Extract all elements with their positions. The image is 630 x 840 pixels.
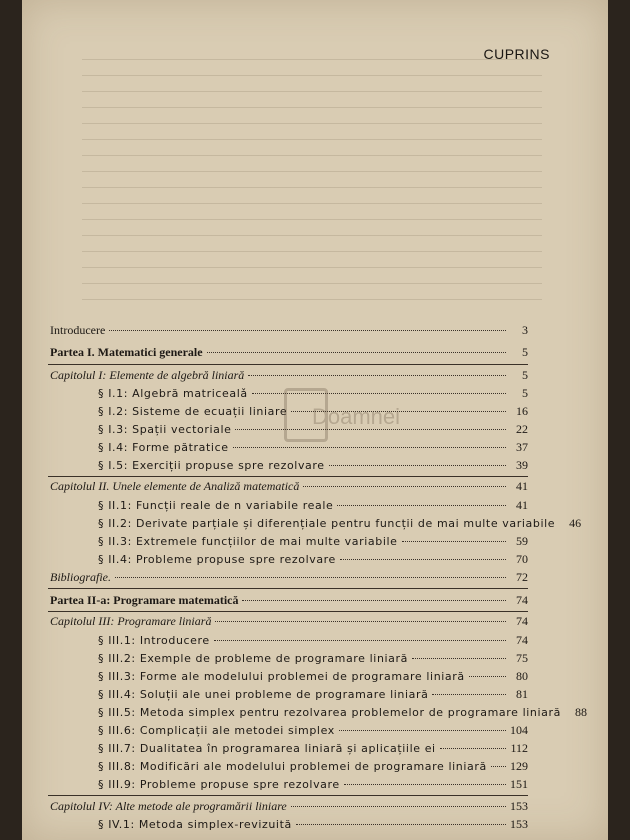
toc-entry-i-3: § I.3: Spații vectoriale 22	[98, 422, 528, 436]
toc-entry-ii-2: § II.2: Derivate parțiale și diferențiale pentru funcții de mai multe variabile 46	[98, 516, 582, 530]
toc-entry-capitolul-iv: Capitolul IV: Alte metode ale programării liniare 153	[50, 799, 528, 813]
book-page	[22, 0, 608, 840]
divider	[48, 588, 528, 589]
toc-entry-iii-6: § III.6: Complicații ale metodei simplex 104	[98, 723, 528, 737]
toc-entry-i-2: § I.2: Sisteme de ecuații liniare 16	[98, 404, 528, 418]
toc-entry-capitolul-i: Capitolul I: Elemente de algebră liniară 5	[50, 368, 528, 382]
toc-entry-iii-2: § III.2: Exemple de probleme de programare liniară 75	[98, 651, 528, 665]
toc-entry-capitolul-iii: Capitolul III: Programare liniară 74	[50, 614, 528, 628]
toc-entry-i-5: § I.5: Exerciții propuse spre rezolvare 39	[98, 458, 528, 472]
toc-entry-iii-9: § III.9: Probleme propuse spre rezolvare 151	[98, 777, 528, 791]
divider	[48, 795, 528, 796]
toc-entry-introducere: Introducere 3	[50, 323, 528, 337]
toc-entry-i-1: § I.1: Algebră matricealǎ 5	[98, 386, 528, 400]
divider	[48, 476, 528, 477]
toc-entry-iii-5: § III.5: Metoda simplex pentru rezolvarea problemelor de programare liniară 88	[98, 705, 587, 719]
toc-entry-ii-1: § II.1: Funcții reale de n variabile reale 41	[98, 498, 528, 512]
toc-entry-iii-4: § III.4: Soluții ale unei probleme de programare liniară 81	[98, 687, 528, 701]
toc-entry-i-4: § I.4: Forme pătratice 37	[98, 440, 528, 454]
toc-entry-iii-3: § III.3: Forme ale modelului problemei de programare liniară 80	[98, 669, 528, 683]
toc-entry-ii-4: § II.4: Probleme propuse spre rezolvare 70	[98, 552, 528, 566]
page-header: CUPRINS	[483, 46, 550, 62]
toc-entry-iii-8: § III.8: Modificări ale modelului problemei de programare liniară 129	[98, 759, 528, 773]
watermark-logo: Doamnei	[284, 388, 394, 458]
toc-entry-partea-i: Partea I. Matematici generale 5	[50, 345, 528, 359]
toc-entry-ii-3: § II.3: Extremele funcțiilor de mai multe variabile 59	[98, 534, 528, 548]
divider	[48, 364, 528, 365]
toc-entry-bibliografie: Bibliografie. 72	[50, 570, 528, 584]
toc-entry-capitolul-ii: Capitolul II. Unele elemente de Analiză matematică 41	[50, 479, 528, 493]
toc-entry-partea-ii: Partea II-a: Programare matematică 74	[50, 593, 528, 607]
toc-entry-iii-1: § III.1: Introducere 74	[98, 633, 528, 647]
toc-entry-iv-1: § IV.1: Metoda simplex-revizuită 153	[98, 817, 528, 831]
divider	[48, 611, 528, 612]
toc-entry-iii-7: § III.7: Dualitatea în programarea liniară și aplicațiile ei 112	[98, 741, 528, 755]
